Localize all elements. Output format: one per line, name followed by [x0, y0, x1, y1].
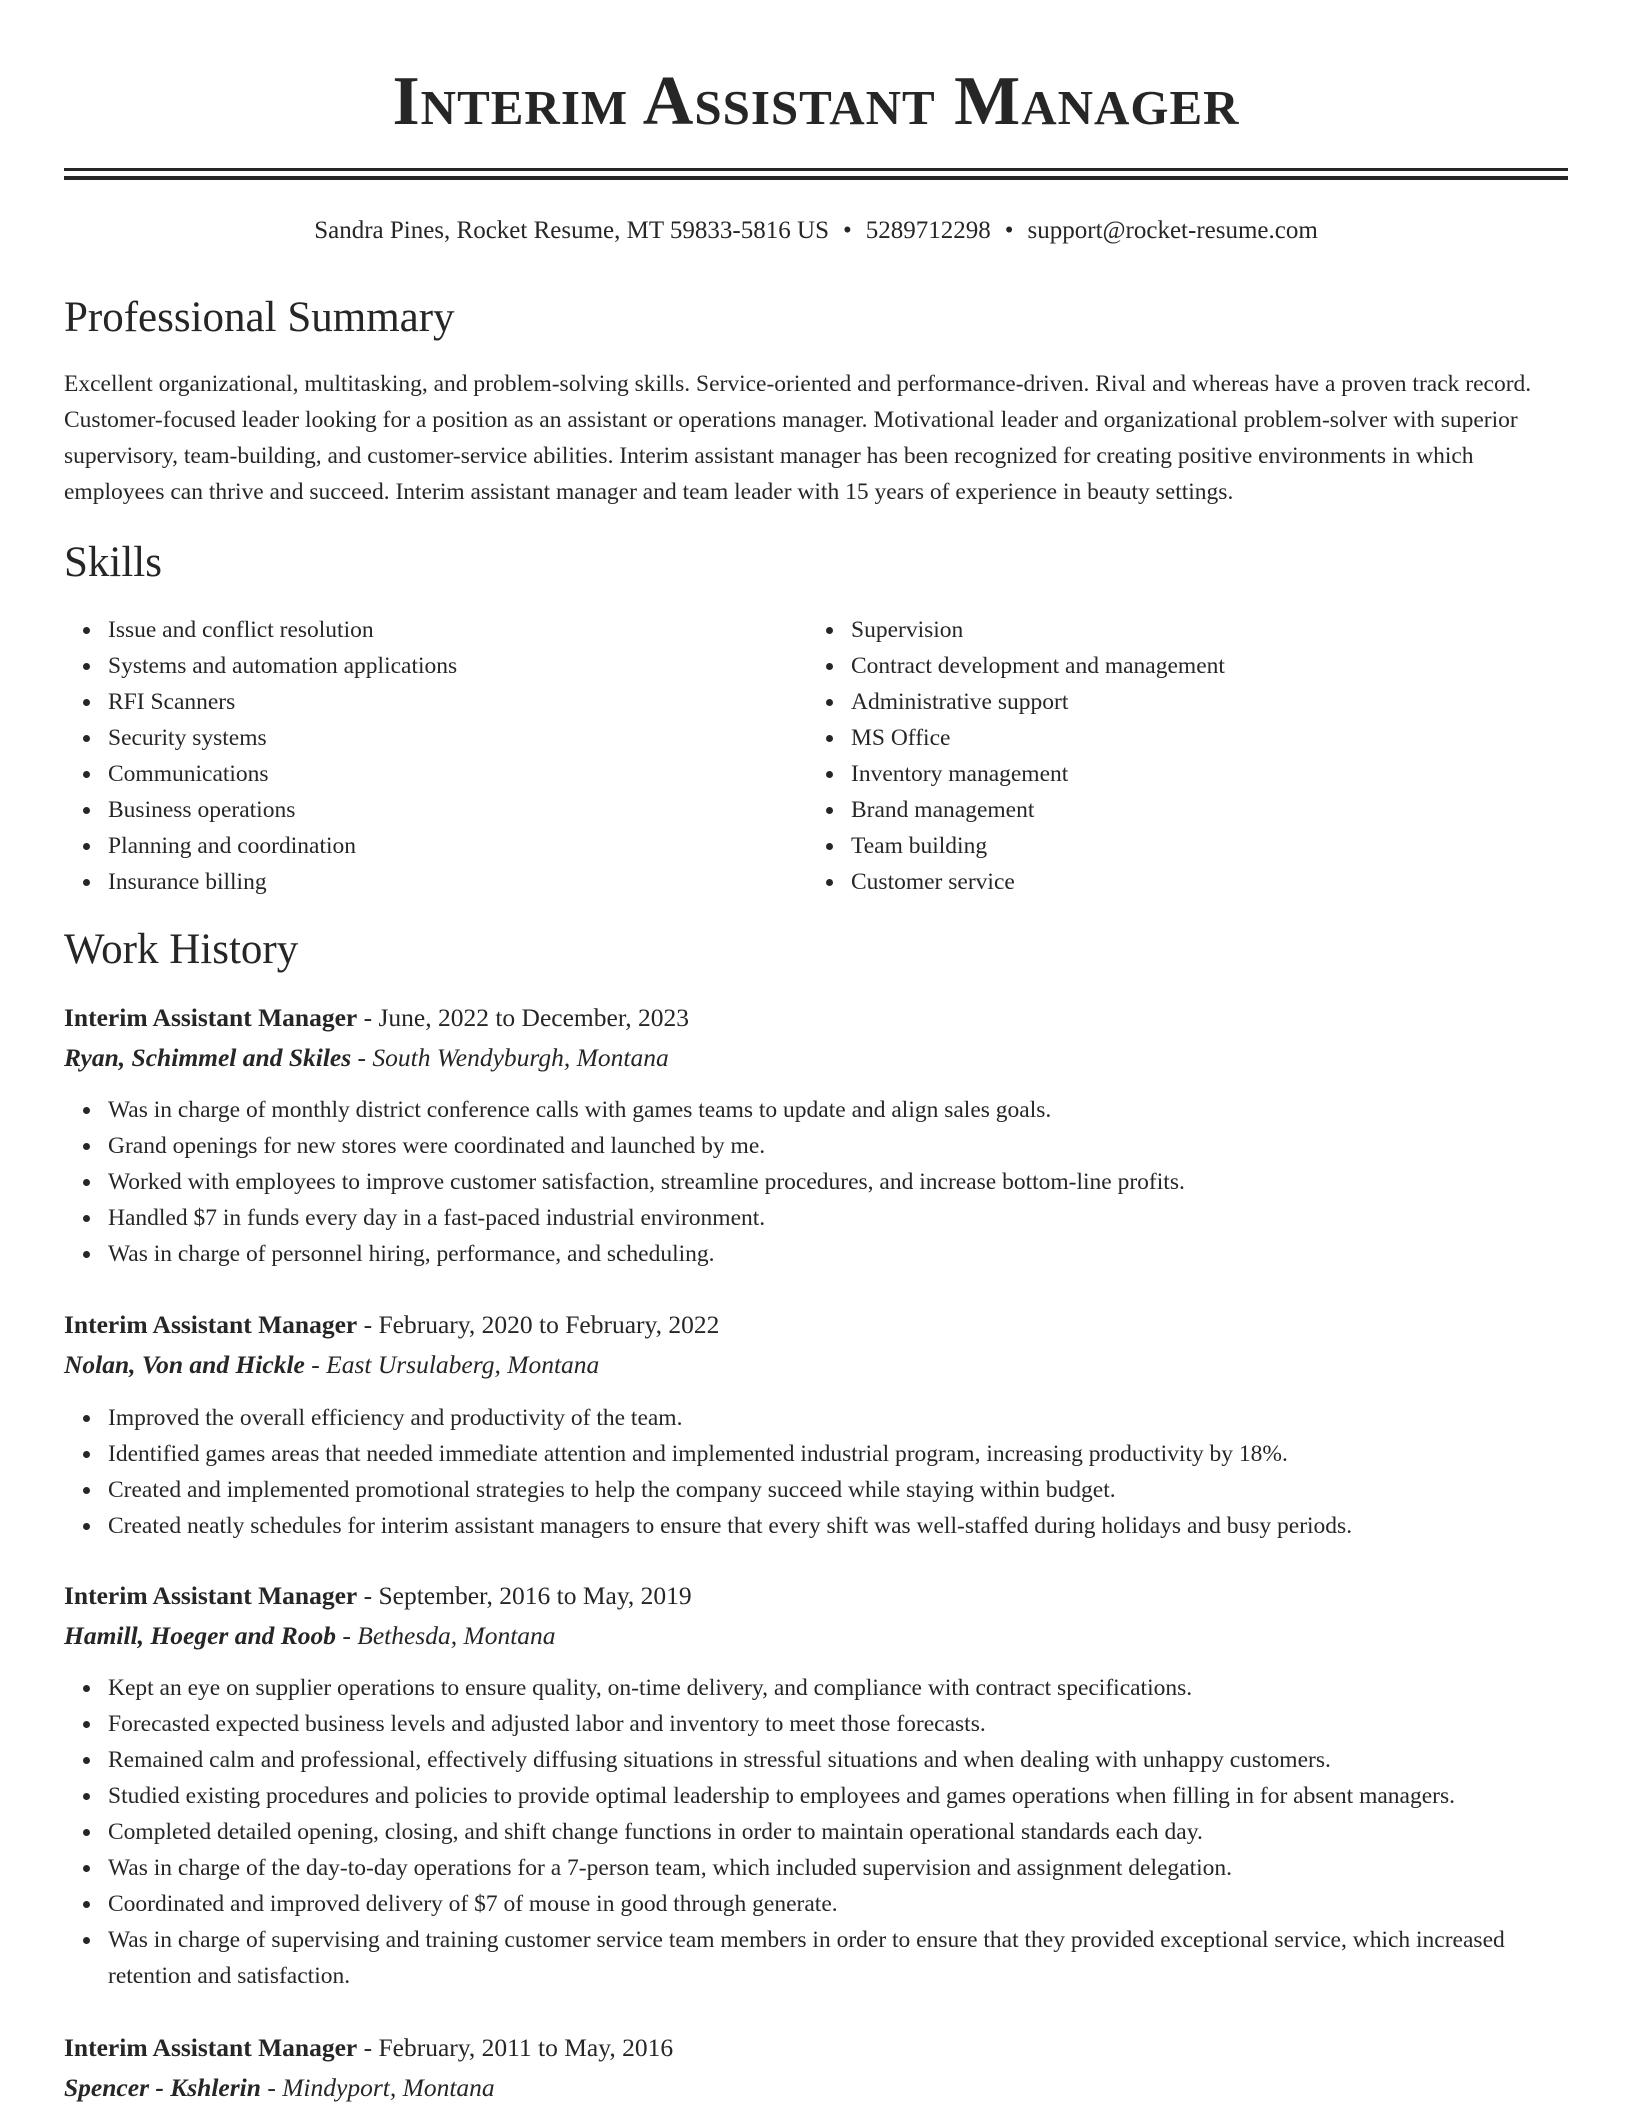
skill-item: Security systems	[64, 720, 764, 756]
job-bullet: Grand openings for new stores were coordinated and launched by me.	[64, 1128, 1568, 1164]
skills-list-left	[64, 612, 764, 900]
job-bullet: Created neatly schedules for interim assistant managers to ensure that every shift was well-staffed during holidays and busy periods.	[64, 1508, 1568, 1544]
skill-item: Administrative support	[807, 684, 1567, 720]
job-role: Interim Assistant Manager	[64, 1581, 358, 1610]
job-role: Interim Assistant Manager	[64, 1003, 358, 1032]
job-bullets	[64, 1400, 1568, 1544]
job-bullet: Created and implemented promotional strategies to help the company succeed while staying within budget.	[64, 1472, 1568, 1508]
work-history-title: Work History	[64, 926, 299, 973]
skill-item: Insurance billing	[64, 864, 764, 900]
skill-item: Customer service	[807, 864, 1567, 900]
summary-title: Professional Summary	[64, 294, 455, 341]
job-bullet: Was in charge of monthly district conference calls with games teams to update and align sales goals.	[64, 1092, 1568, 1128]
skill-item: RFI Scanners	[64, 684, 764, 720]
job-bullet: Improved the overall efficiency and productivity of the team.	[64, 1400, 1568, 1436]
job-dates: - February, 2020 to February, 2022	[357, 1310, 720, 1339]
job-company: Ryan, Schimmel and Skiles	[64, 1043, 352, 1072]
job-location: - Mindyport, Montana	[260, 2073, 495, 2102]
job-company-line	[64, 1040, 669, 1076]
job-company-line	[64, 2070, 495, 2106]
skill-item: Brand management	[807, 792, 1567, 828]
skill-item: Inventory management	[807, 756, 1567, 792]
job-company: Nolan, Von and Hickle	[64, 1350, 305, 1379]
skill-item: Planning and coordination	[64, 828, 764, 864]
contact-separator: •	[1004, 217, 1014, 244]
job-company: Hamill, Hoeger and Roob	[64, 1621, 337, 1650]
skill-item: Supervision	[807, 612, 1567, 648]
job-bullet: Was in charge of personnel hiring, performance, and scheduling.	[64, 1236, 1568, 1272]
skill-item: Communications	[64, 756, 764, 792]
job-bullet: Handled $7 in funds every day in a fast-paced industrial environment.	[64, 1200, 1568, 1236]
job-company-line	[64, 1618, 556, 1654]
skill-item: Issue and conflict resolution	[64, 612, 764, 648]
job-bullet: Forecasted expected business levels and adjusted labor and inventory to meet those forecasts.	[64, 1706, 1568, 1742]
job-bullet: Was in charge of the day-to-day operations for a 7-person team, which included supervision and assignment delegation.	[64, 1850, 1568, 1886]
job-bullet: Kept an eye on supplier operations to ensure quality, on-time delivery, and compliance with contract specifications.	[64, 1670, 1568, 1706]
contact-address: Sandra Pines, Rocket Resume, MT 59833-5816 US	[314, 217, 829, 244]
skill-item: Business operations	[64, 792, 764, 828]
contact-phone: 5289712298	[865, 217, 991, 244]
job-bullet: Coordinated and improved delivery of $7 of mouse in good through generate.	[64, 1886, 1568, 1922]
job-company: Spencer - Kshlerin	[64, 2073, 261, 2102]
job-role: Interim Assistant Manager	[64, 1310, 358, 1339]
resume-name: Interim Assistant Manager	[392, 63, 1240, 140]
job-company-line	[64, 1347, 599, 1383]
contact-separator: •	[842, 217, 852, 244]
skills-title: Skills	[64, 539, 162, 586]
job-bullet: Identified games areas that needed immediate attention and implemented industrial program, increasing productivity by 18%.	[64, 1436, 1568, 1472]
skills-list-right	[807, 612, 1567, 900]
job-heading	[64, 1578, 692, 1614]
skill-item: Systems and automation applications	[64, 648, 764, 684]
summary-text: Excellent organizational, multitasking, and problem-solving skills. Service-oriented and performance-driven. Rival and whereas have a proven track record. Customer-focused leader looking for a position as an assistant or operations manager. Motivational leader and organizational problem-solver with superior supervisory, team-building, and customer-service abilities. Interim assistant manager has been recognized for creating positive environments in which employees can thrive and succeed. Interim assistant manager and team leader with 15 years of experience in beauty settings.	[64, 371, 1532, 505]
job-dates: - September, 2016 to May, 2019	[357, 1581, 692, 1610]
job-bullet: Completed detailed opening, closing, and shift change functions in order to maintain operational standards each day.	[64, 1814, 1568, 1850]
job-bullet: Worked with employees to improve customer satisfaction, streamline procedures, and increase bottom-line profits.	[64, 1164, 1568, 1200]
contact-email: support@rocket-resume.com	[1027, 217, 1318, 244]
contact-line	[0, 214, 1632, 248]
job-heading	[64, 1307, 719, 1343]
job-bullet: Remained calm and professional, effectively diffusing situations in stressful situations and when dealing with unhappy customers.	[64, 1742, 1568, 1778]
skill-item: Team building	[807, 828, 1567, 864]
job-dates: - June, 2022 to December, 2023	[357, 1003, 690, 1032]
job-bullets	[64, 1670, 1568, 1994]
job-heading	[64, 2030, 673, 2066]
skill-item: Contract development and management	[807, 648, 1567, 684]
job-heading	[64, 1000, 689, 1036]
job-bullet: Studied existing procedures and policies to provide optimal leadership to employees and games operations when filling in for absent managers.	[64, 1778, 1568, 1814]
skill-item: MS Office	[807, 720, 1567, 756]
header-rule-top	[64, 168, 1568, 171]
job-location: - East Ursulaberg, Montana	[304, 1350, 600, 1379]
job-bullets	[64, 1092, 1568, 1272]
job-role: Interim Assistant Manager	[64, 2033, 358, 2062]
job-bullet: Was in charge of supervising and training customer service team members in order to ensure that they provided exceptional service, which increased retention and satisfaction.	[64, 1922, 1568, 1994]
job-location: - South Wendyburgh, Montana	[351, 1043, 669, 1072]
job-location: - Bethesda, Montana	[336, 1621, 556, 1650]
job-dates: - February, 2011 to May, 2016	[357, 2033, 674, 2062]
header-rule-bottom	[64, 176, 1568, 180]
